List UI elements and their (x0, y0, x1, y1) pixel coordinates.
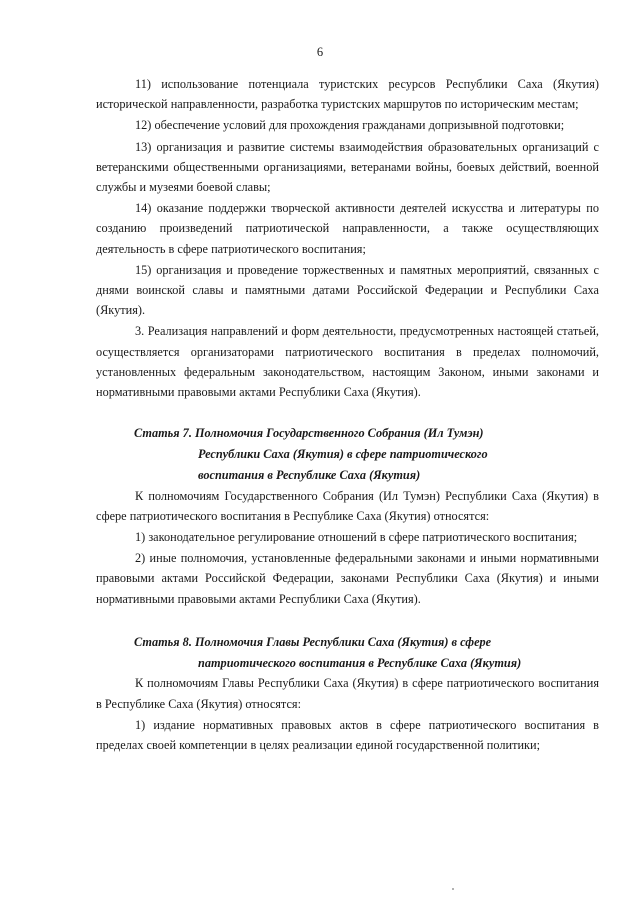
section-gap (96, 402, 599, 423)
section-gap (96, 609, 599, 632)
article-7-heading-line-1: Статья 7. Полномочия Государственного Собрания (Ил Тумэн) (134, 426, 484, 441)
article-7-intro: К полномочиям Государственного Собрания (Ил Тумэн) Республики Саха (Якутия) в сфере патриотического воспитания в Республике Саха (Якутия) относятся: (96, 488, 599, 523)
article-7-heading-line-3: воспитания в Республике Саха (Якутия) (198, 467, 421, 482)
article-7-item-2: 2) иные полномочия, установленные федеральными законами и иными нормативными правовыми актами Российской Федерации, законами Республики Саха (Якутия) и иными нормативными правовыми актами Республики Саха (Якутия). (96, 551, 599, 606)
article-8-intro: К полномочиям Главы Республики Саха (Якутия) в сфере патриотического воспитания в Республике Саха (Якутия) относятся: (96, 676, 599, 711)
page-number: 6 (316, 45, 324, 59)
list-item-13: 13) организация и развитие системы взаимодействия образовательных организаций с ветеранскими общественными организациями, ветеранами войны, боевых действий, военной службы и музеями боевой славы; (96, 139, 599, 195)
list-item-15: 15) организация и проведение торжественных и памятных мероприятий, связанных с днями воинской славы и памятными датами Российской Федерации и Республики Саха (Якутия). (96, 262, 599, 318)
article-7-heading (96, 423, 599, 485)
article-7-heading-line-2: Республики Саха (Якутия) в сфере патриотического (198, 447, 488, 462)
document-body (96, 74, 599, 755)
article-8-heading (96, 632, 599, 674)
article-8-heading-line-1: Статья 8. Полномочия Главы Республики Саха (Якутия) в сфере (134, 634, 492, 649)
article-7-item-1: 1) законодательное регулирование отношений в сфере патриотического воспитания; (135, 530, 578, 545)
article-8-heading-line-2: патриотического воспитания в Республике Саха (Якутия) (198, 655, 522, 670)
list-item-14: 14) оказание поддержки творческой активности деятелей искусства и литературы по созданию произведений патриотической направленности, а также осуществляющих деятельность в сфере патриотического воспитания; (96, 201, 599, 256)
list-item-12: 12) обеспечение условий для прохождения гражданами допризывной подготовки; (135, 118, 565, 133)
scan-speck (452, 888, 454, 890)
article-8-item-1: 1) издание нормативных правовых актов в сфере патриотического воспитания в пределах своей компетенции в целях реализации единой государственной политики; (96, 717, 599, 753)
list-item-11: 11) использование потенциала туристских ресурсов Республики Саха (Якутия) исторической направленности, разработка туристских маршрутов по историческим местам; (96, 77, 599, 112)
clause-3: 3. Реализация направлений и форм деятельности, предусмотренных настоящей статьей, осуществляется организаторами патриотического воспитания в пределах полномочий, установленных федеральным законодательством, настоящим Законом, иными законами и нормативными правовыми актами Республики Саха (Якутия). (96, 324, 599, 400)
